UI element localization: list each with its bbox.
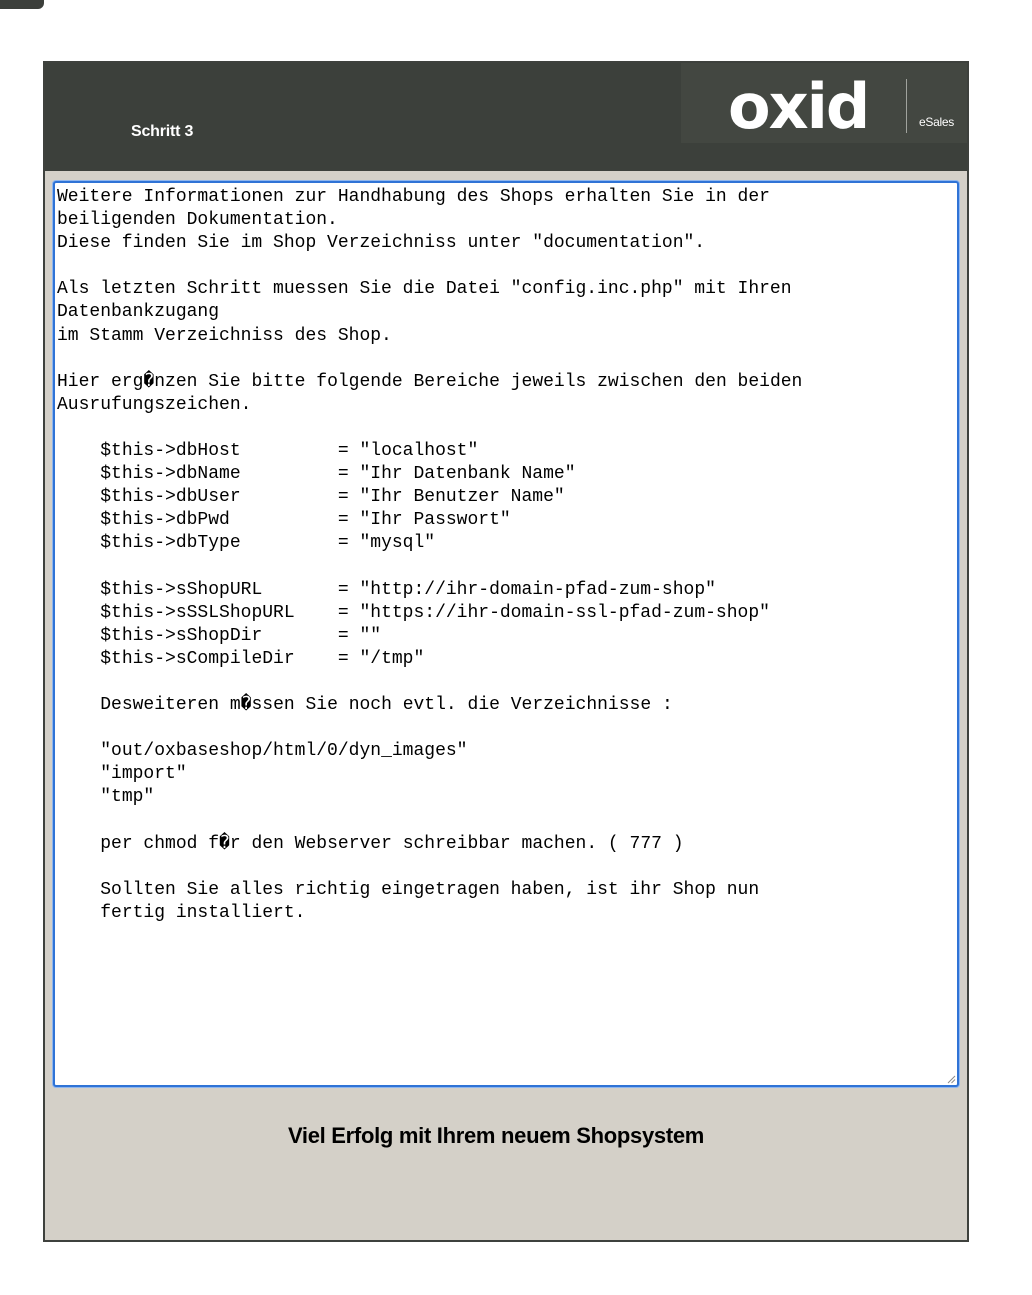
setup-header [45, 63, 967, 171]
readme-textarea-frame [53, 181, 959, 1087]
logo-divider [906, 79, 907, 133]
resize-grip-icon[interactable] [946, 1074, 956, 1084]
window-corner-stub [0, 0, 44, 9]
logo-wordmark: oxid [728, 70, 869, 143]
step-label: Schritt 3 [131, 123, 194, 140]
readme-textarea[interactable] [55, 183, 957, 1085]
success-message: Viel Erfolg mit Ihrem neuem Shopsystem [287, 1123, 705, 1148]
setup-window [43, 61, 969, 1242]
logo-subtitle: eSales [919, 115, 954, 129]
